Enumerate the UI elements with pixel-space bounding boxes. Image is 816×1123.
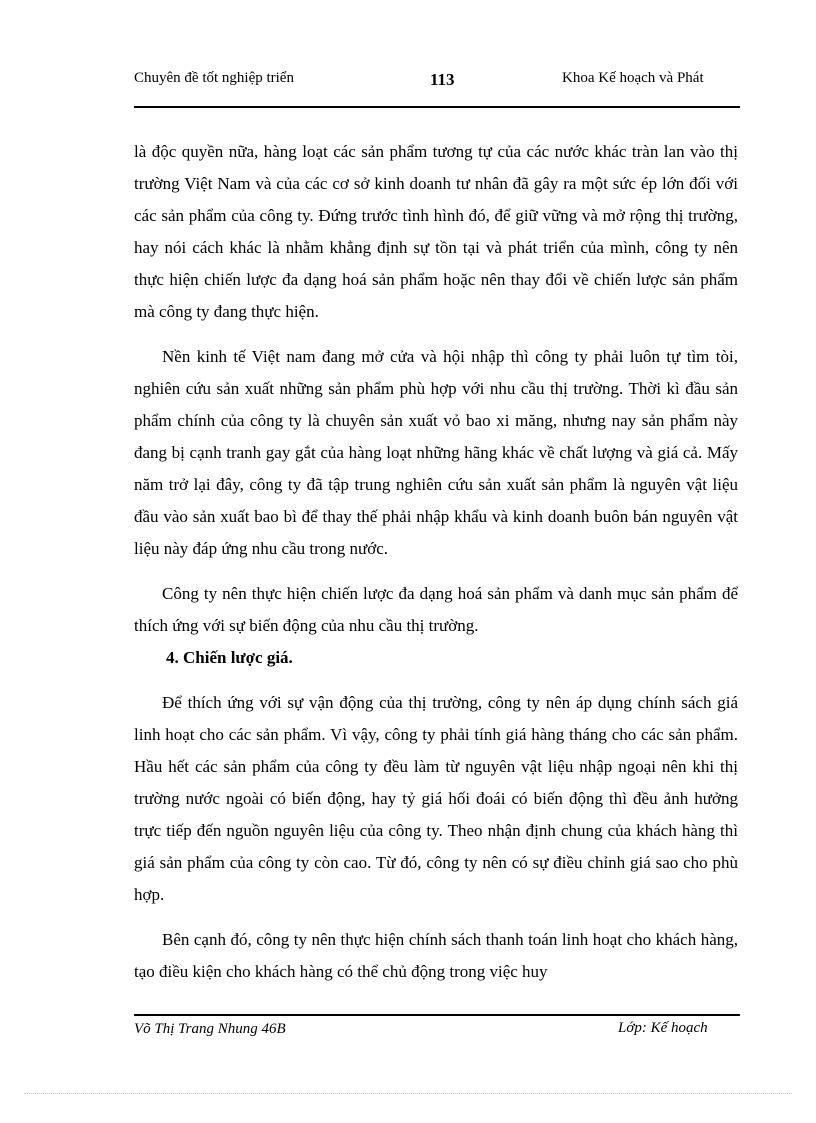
paragraph-3: Công ty nên thực hiện chiến lược đa dạng hoá sản phẩm và danh mục sản phẩm để thích ứng với sự biến động của nhu cầu thị trường. (134, 584, 738, 635)
document-body (134, 136, 738, 988)
paragraph-1: là độc quyền nữa, hàng loạt các sản phẩm tương tự của các nước khác tràn lan vào thị trường Việt Nam và của các cơ sở kinh doanh tư nhân đã gây ra một sức ép lớn đối với các sản phẩm của công ty. Đứng trước tình hình đó, để giữ vững và mở rộng thị trường, hay nói cách khác là nhằm khẳng định sự tồn tại và phát triển của mình, công ty nên thực hiện chiến lược đa dạng hoá sản phẩm hoặc nên thay đổi về chiến lược sản phẩm mà công ty đang thực hiện. (134, 142, 738, 321)
page-bottom-divider (24, 1093, 792, 1094)
footer-author: Võ Thị Trang Nhung 46B (134, 1021, 286, 1037)
footer-rule (134, 1014, 740, 1016)
footer-class: Lớp: Kế hoạch (618, 1020, 708, 1036)
page-number: 113 (430, 70, 455, 89)
header-rule (134, 106, 740, 108)
section-heading: 4. Chiến lược giá. (166, 648, 293, 667)
header-right-text: Khoa Kế hoạch và Phát (562, 70, 704, 86)
header-left-text: Chuyên đề tốt nghiệp triển (134, 70, 294, 86)
paragraph-4: Để thích ứng với sự vận động của thị trường, công ty nên áp dụng chính sách giá linh hoạt cho các sản phẩm. Vì vậy, công ty phải tính giá hàng tháng cho các sản phẩm. Hầu hết các sản phẩm của công ty đều làm từ nguyên vật liệu nhập ngoại nên khi thị trường nước ngoài có biến động, hay tỷ giá hối đoái có biến động thì đều ảnh hưởng trực tiếp đến nguồn nguyên liệu của công ty. Theo nhận định chung của khách hàng thì giá sản phẩm của công ty còn cao. Từ đó, công ty nên có sự điều chỉnh giá sao cho phù hợp. (134, 693, 738, 904)
paragraph-2: Nền kinh tế Việt nam đang mở cửa và hội nhập thì công ty phải luôn tự tìm tòi, nghiên cứu sản xuất những sản phẩm phù hợp với nhu cầu thị trường. Thời kì đầu sản phẩm chính của công ty là chuyên sản xuất vỏ bao xi măng, nhưng nay sản phẩm này đang bị cạnh tranh gay gắt của hàng loạt những hãng khác về chất lượng và giá cả. Mấy năm trở lại đây, công ty đã tập trung nghiên cứu sản xuất sản phẩm là nguyên vật liệu đầu vào sản xuất bao bì để thay thế phải nhập khẩu và kinh doanh buôn bán nguyên vật liệu này đáp ứng nhu cầu trong nước. (134, 347, 738, 558)
paragraph-5: Bên cạnh đó, công ty nên thực hiện chính sách thanh toán linh hoạt cho khách hàng, tạo điều kiện cho khách hàng có thể chủ động trong việc huy (134, 930, 738, 981)
